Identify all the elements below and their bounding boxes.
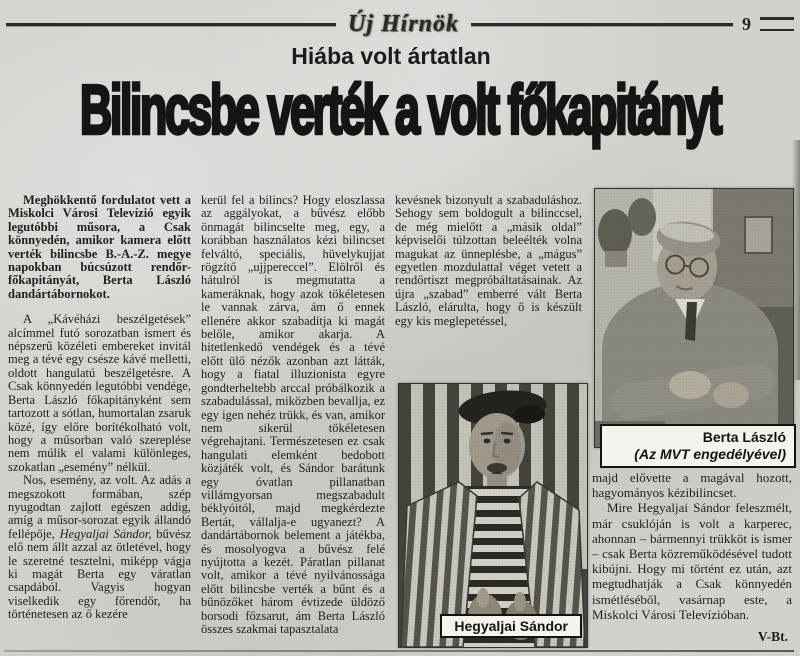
berta-photo-illustration xyxy=(595,189,793,447)
hegyaljai-photo xyxy=(398,383,588,648)
byline: V-Bt. xyxy=(757,629,788,645)
page-number: 9 xyxy=(742,13,751,34)
bottom-rule xyxy=(4,650,794,652)
paragraph: kevésnek bizonyult a szabaduláshoz. Sehogy sem boldogult a bilinccsel, de még mielőtt a „másik oldal” képviselői túlzottan beleélték volna magukat az ünneplésbe, a „mágus” egyetlen mozdulattal véget vetett a rendőrtiszt megpróbáltatásainak. Az újra „szabad” emberré vált Berta László, elárulta, hogy ő is készült egy kis meglepetéssel, xyxy=(395,193,582,328)
article-column-2 xyxy=(201,194,385,636)
masthead-rule-right xyxy=(471,23,733,26)
person-name-emphasis: Hegyaljai Sándor, xyxy=(59,526,152,541)
article-column-3 xyxy=(395,194,582,328)
hegyaljai-photo-illustration xyxy=(399,384,587,647)
article-column-4 xyxy=(592,470,792,644)
hegyaljai-caption-label: Hegyaljai Sándor xyxy=(454,618,568,634)
berta-caption-name: Berta László xyxy=(702,429,786,445)
paragraph: kerül fel a bilincs? Hogy eloszlassa az aggályokat, a bűvész előbb önmagát bilincselte meg, egy, a korábban használatos kézi bilincset felváltó, speciális, hüvelykujjat rögzítő „ujjpereccel”. Elölről és hátulról is megmutatta a kameráknak, hogy azok tökéletesen le vannak zárva, ám ő ennek ellenére akkor szabadítja ki magát belőle, amikor akarja. A hitetlenkedő vendégek és a tévé előtt ülő nézők azonban azt látták, hogy a fiatal illuzionista egyre gondterheltebb arccal próbálkozik a szabadulással, miközben bevallja, ez egy igen nehéz trükk, és van, amikor nem sikerül tökéletesen végrehajtani. Természetesen ez csak hangulati elemként bedobott közjáték volt, és Sándor barátunk egy óvatlan pillanatban villámgyorsan megszabadult béklyóitól, majd megkérdezte Bertát, vállalja-e ugyanezt? A dandártábornok belement a játékba, és mosolyogva a bűvész felé nyújtotta a kezét. Páratlan pillanat volt, amikor a tévé nyilvánossága előtt bilincsbe verték a bűnt és a bűnözőket három évtizede üldöző borsodi főzsarut, ám Berta László összes szakmai tapasztalata xyxy=(201,193,385,636)
article-column-1 xyxy=(8,194,191,622)
headline: Bilincsbe verték a volt főkapitányt xyxy=(79,70,721,150)
masthead-rule-left xyxy=(6,23,336,26)
berta-caption-box xyxy=(600,424,796,468)
page-number-rule xyxy=(760,17,794,31)
paragraph-text: bűvész elő nem állt azzal az ötletével, hogy le szeretné tesztelni, miképp vágja ki magát Berta egy váratlan csapdából. Vagyis hogyan viselkedik egy főrendőr, ha történetesen az ő kezére xyxy=(8,526,191,622)
masthead-row xyxy=(6,10,794,38)
hegyaljai-caption-box xyxy=(440,614,582,638)
kicker: Hiába volt ártatlan xyxy=(291,43,491,69)
masthead-title: Új Hírnök xyxy=(348,10,460,37)
lead-paragraph: Meghökkentő fordulatot vett a Miskolci Városi Televízió egyik legutóbbi műsora, a Csak könnyedén, amikor kamera előtt verték bilincsbe B.-A.-Z. megye napokban búcsúzott rendőr-főkapitányát, Berta László dandártábornokot. xyxy=(8,193,191,301)
paragraph: Mire Hegyaljai Sándor feleszmélt, már csuklóján is volt a karperec, ahonnan – bármennyi trükköt is ismer – csak Berta közreműködésével tudott kibújni. Hogy mi történt ez után, azt megtudhatják a Csak könnyedén ismétléséből, vasárnap este, a Miskolci Városi Televízióban. xyxy=(592,500,792,622)
berta-photo xyxy=(594,188,794,448)
berta-caption-credit: (Az MVT engedélyével) xyxy=(634,446,786,462)
paragraph: A „Kávéházi beszélgetések” alcímmel futó sorozatban ismert és népszerű közéleti embereket invitál meg a tévé egy csésze kávé melletti, oldott hangulatú beszélgetésre. A Csak könnyedén legutóbbi vendége, Berta László főkapitányként sem tartozott a sótlan, humortalan zsaruk közé, így előre borítékolható volt, hogy a műsorban való szereplése nem múlik el valami különleges, szokatlan „esemény” nélkül. xyxy=(8,312,191,474)
paragraph-text: Nos, esemény, az volt. Az adás a megszokott formában, szép nyugodtan zajlott egészen addig, amíg a műsor-sorozat egyik állandó fellépője, xyxy=(8,473,191,541)
paragraph xyxy=(8,474,191,621)
paragraph: majd elővette a magával hozott, hagyományos kézibilincset. xyxy=(592,470,792,501)
